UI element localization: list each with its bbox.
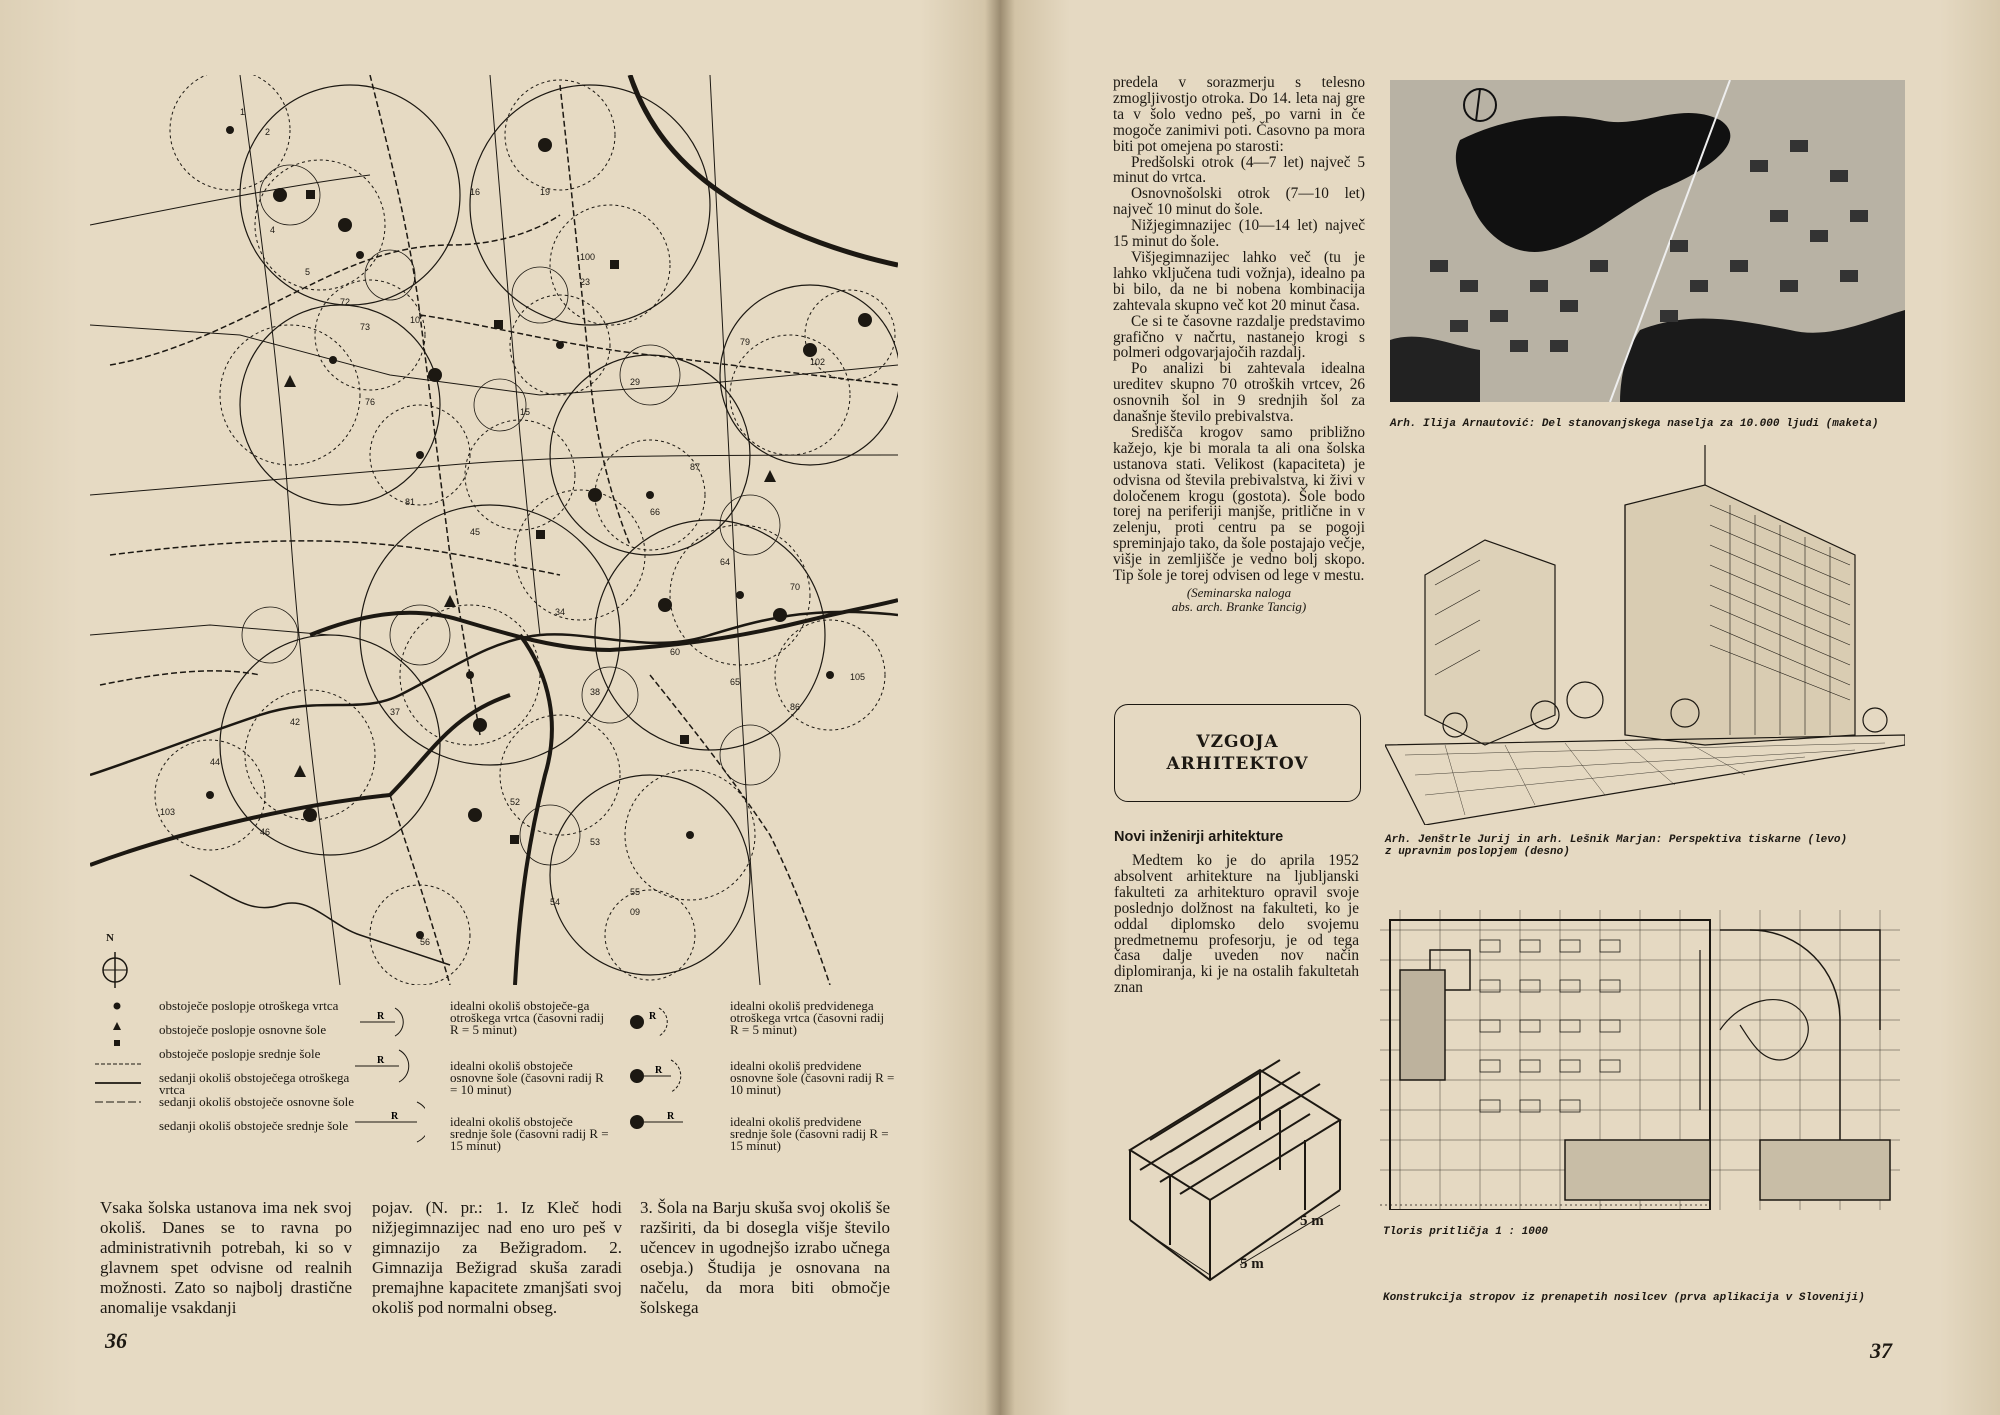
svg-text:15: 15 <box>520 407 531 417</box>
svg-text:34: 34 <box>555 607 566 617</box>
svg-text:52: 52 <box>510 797 521 807</box>
svg-text:19: 19 <box>540 187 551 197</box>
svg-text:42: 42 <box>290 717 301 727</box>
svg-text:105: 105 <box>850 672 866 682</box>
svg-text:45: 45 <box>470 527 481 537</box>
north-label: N <box>106 932 114 944</box>
svg-text:100: 100 <box>580 252 596 262</box>
legend-r-label-5: R <box>655 1065 663 1076</box>
svg-text:37: 37 <box>390 707 401 717</box>
svg-text:65: 65 <box>730 677 741 687</box>
page-number-left: 36 <box>105 1328 127 1353</box>
signature-line-1: (Seminarska naloga <box>1186 585 1292 600</box>
printing-house-perspective <box>1385 445 1905 825</box>
caption-perspective-2: z upravnim poslopjem (desno) <box>1385 846 1570 858</box>
svg-text:76: 76 <box>365 397 376 407</box>
svg-text:66: 66 <box>650 507 661 517</box>
legend-col1-symbols <box>95 1000 145 1160</box>
legend-r-label-6: R <box>667 1111 675 1122</box>
svg-text:5: 5 <box>305 267 311 277</box>
right-main-text <box>1113 75 1365 614</box>
section-title-line-2: ARHITEKTOV <box>1166 754 1309 774</box>
left-body-col1: Vsaka šolska ustanova ima nek svoj okoliš. Danes se to ravna po administrativnih potrebah, ki so v glavnem spet odvisne od realnih možnosti. Zato so najbolj drastične anomalije vsakdanji <box>100 1198 352 1317</box>
legend-ideal-existing-secondary: idealni okoliš obstoječe srednje šole (časovni radij R = 15 minut) <box>450 1114 609 1153</box>
right-paragraph-2: Predšolski otrok (4—7 let) največ 5 minut do vrtca. <box>1113 153 1365 187</box>
ground-floor-plan <box>1380 910 1900 1210</box>
svg-text:64: 64 <box>720 557 731 567</box>
right-paragraph-5: Višjegimnazijec lahko več (tu je lahko vključena tudi vožnja), idealno pa bi bilo, da ne bi nobena kombinacija zahtevala skupno več kot 20 minut časa. <box>1113 248 1365 314</box>
section-title-box <box>1114 704 1361 802</box>
caption-construction: Konstrukcija stropov iz prenapetih nosilcev (prva aplikacija v Sloveniji) <box>1383 1292 1865 1304</box>
dimension-label-1: 5 m <box>1300 1213 1324 1229</box>
caption-floor-plan: Tloris pritličja 1 : 1000 <box>1383 1226 1549 1238</box>
legend-ideal-existing-kindergarten: idealni okoliš obstoječe-ga otroškega vrtca (časovni radij R = 5 minut) <box>450 998 605 1037</box>
legend-item-existing-primary: obstoječe poslopje osnovne šole <box>159 1022 327 1037</box>
svg-text:55: 55 <box>630 887 641 897</box>
svg-text:1: 1 <box>240 107 246 117</box>
svg-text:29: 29 <box>630 377 641 387</box>
legend-col2-symbols <box>355 1000 425 1150</box>
right-second-text: Medtem ko je do aprila 1952 absolvent arhitekture na ljubljanski fakulteti za arhitekturo opravil svoje poslednjo dolžnost na fakulteti, ko je oddal diplomsko delo svojemu predmetnemu profesorju, je od tega časa dalje uveden nov način diplomiranja, ki je na ostalih fakultetah znan <box>1114 852 1359 997</box>
svg-text:2: 2 <box>265 127 271 137</box>
legend-ideal-planned-kindergarten: idealni okoliš predvidenega otroškega vrtca (časovni radij R = 5 minut) <box>730 998 885 1037</box>
right-paragraph-3: Osnovnošolski otrok (7—10 let) največ 10 minut do šole. <box>1113 185 1365 219</box>
right-paragraph-7: Po analizi bi zahtevala idealna ureditev skupno 70 otroških vrtcev, 26 osnovnih šol in 9 srednjih šol za današnje število prebivalstva. <box>1113 360 1365 426</box>
legend-item-existing-secondary: obstoječe poslopje srednje šole <box>159 1046 321 1061</box>
svg-text:10: 10 <box>410 315 421 325</box>
svg-text:87: 87 <box>690 462 701 472</box>
map-legend <box>95 932 895 1160</box>
legend-r-label-2: R <box>377 1055 385 1066</box>
svg-text:103: 103 <box>160 807 176 817</box>
legend-col3-symbols <box>623 1000 693 1150</box>
svg-text:4: 4 <box>270 225 276 235</box>
left-body-col2: pojav. (N. pr.: 1. Iz Kleč hodi nižjegimnazijec nad eno uro peš v gimnazijo za Bežigradom. 2. Gimnazija Bežigrad skuša zaradi premajhne kapacitete zmanjšati svoj okoliš pod normalni obseg. <box>372 1198 622 1317</box>
right-paragraph-6: Ce si te časovne razdalje predstavimo grafično v načrtu, nastanejo krogi s polmeri odgovarjajočih razdalj. <box>1113 312 1365 362</box>
svg-text:53: 53 <box>590 837 601 847</box>
caption-model-photo: Arh. Ilija Arnautović: Del stanovanjskega naselja za 10.000 ljudi (maketa) <box>1390 418 1879 430</box>
housing-model-photo <box>1390 80 1905 402</box>
legend-ideal-planned-primary: idealni okoliš predvidene osnovne šole (časovni radij R = 10 minut) <box>730 1058 895 1097</box>
legend-item-area-secondary: sedanji okoliš obstoječe srednje šole <box>159 1118 349 1133</box>
signature-line-2: abs. arch. Branke Tancig) <box>1171 599 1307 614</box>
caption-perspective-1: Arh. Jenštrle Jurij in arh. Lešnik Marjan: Perspektiva tiskarne (levo) <box>1385 834 1848 846</box>
legend-item-area-kindergarten: sedanji okoliš obstoječega otroškega vrtca <box>159 1070 350 1097</box>
svg-text:102: 102 <box>810 357 826 367</box>
svg-text:70: 70 <box>790 582 801 592</box>
ceiling-construction-sketch <box>1110 1030 1370 1300</box>
svg-text:73: 73 <box>360 322 371 332</box>
dimension-label-2: 5 m <box>1240 1256 1264 1272</box>
svg-text:38: 38 <box>590 687 601 697</box>
north-arrow-icon <box>100 940 130 988</box>
left-body-col3: 3. Šola na Barju skuša svoj okoliš še razširiti, da bi dosegla višje število učencev in ugodnejšo izrabo učnega osebja.) Študija je osnovana na načelu, da mora biti območje šolskega <box>640 1198 890 1317</box>
page-number-right: 37 <box>1870 1338 1892 1363</box>
svg-text:54: 54 <box>550 897 561 907</box>
book-gutter <box>985 0 1015 1415</box>
svg-text:60: 60 <box>670 647 681 657</box>
svg-text:44: 44 <box>210 757 221 767</box>
school-district-map <box>90 75 898 985</box>
legend-item-existing-kindergarten: obstoječe poslopje otroškega vrtca <box>159 998 339 1013</box>
legend-r-label-3: R <box>391 1111 399 1122</box>
legend-ideal-planned-secondary: idealni okoliš predvidene srednje šole (časovni radij R = 15 minut) <box>730 1114 889 1153</box>
svg-text:72: 72 <box>340 297 351 307</box>
right-paragraph-1: predela v sorazmerju s telesno zmogljivostjo otroka. Do 14. leta naj gre ta v šolo vedno peš, po varni in če mogoče zanimivi poti. Časovno pa mora biti pot omejena po starosti: <box>1113 74 1365 155</box>
legend-item-area-primary: sedanji okoliš obstoječe osnovne šole <box>159 1094 354 1109</box>
svg-text:86: 86 <box>790 702 801 712</box>
right-paragraph-8: Središča krogov samo približno kažejo, kje bi morala ta ali ona šolska ustanova stati. Velikost (kapaciteta) je odvisna od števila prebivalstva, ki živi v določenem krogu (gostota). Šole bodo torej na periferiji manjše, pritlične in v zelenju, proti centru pa se pogoji spreminjajo tako, da šole postajajo večje, višje in zemljišče je vedno bolj skopo. Tip šole je torej odvisen od lege v mestu. <box>1113 423 1365 585</box>
right-paragraph-4: Nižjegimnazijec (10—14 let) največ 15 minut do šole. <box>1113 217 1365 251</box>
svg-text:23: 23 <box>580 277 591 287</box>
subheading: Novi inženirji arhitekture <box>1114 829 1284 845</box>
legend-r-label-4: R <box>649 1011 657 1022</box>
svg-text:56: 56 <box>420 937 431 947</box>
legend-r-label-1: R <box>377 1011 385 1022</box>
svg-text:79: 79 <box>740 337 751 347</box>
svg-text:09: 09 <box>630 907 641 917</box>
svg-text:46: 46 <box>260 827 271 837</box>
section-title-line-1: VZGOJA <box>1196 732 1279 752</box>
legend-ideal-existing-primary: idealni okoliš obstoječe osnovne šole (časovni radij R = 10 minut) <box>450 1058 604 1097</box>
svg-text:16: 16 <box>470 187 481 197</box>
svg-text:81: 81 <box>405 497 416 507</box>
